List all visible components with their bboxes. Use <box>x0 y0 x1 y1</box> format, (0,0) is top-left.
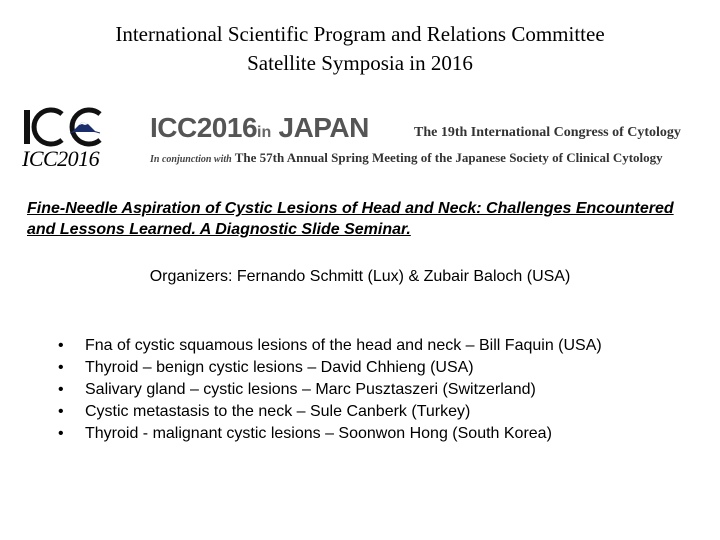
talk-text: Fna of cystic squamous lesions of the head and neck – Bill Faquin (USA) <box>85 337 602 354</box>
bullet: • <box>58 381 64 398</box>
bullet: • <box>58 359 64 376</box>
bullet: • <box>58 337 64 354</box>
banner-prefix: ICC2016 <box>150 112 258 143</box>
talk-text: Thyroid - malignant cystic lesions – Soonwon Hong (South Korea) <box>85 425 552 442</box>
organizers-line: Organizers: Fernando Schmitt (Lux) & Zubair Baloch (USA) <box>149 268 571 285</box>
title-line-2: Satellite Symposia in 2016 <box>247 51 473 75</box>
slide-title <box>0 20 720 78</box>
bullet: • <box>58 425 64 442</box>
banner-in: in <box>257 124 272 141</box>
talk-text: Salivary gland – cystic lesions – Marc Pusztaszeri (Switzerland) <box>85 381 536 398</box>
banner-main-title <box>150 112 369 144</box>
banner-country: JAPAN <box>278 112 369 143</box>
bullet: • <box>58 403 64 420</box>
list-item <box>58 357 602 379</box>
talk-text: Thyroid – benign cystic lesions – David Chhieng (USA) <box>85 359 474 376</box>
banner-congress: The 19th International Congress of Cytology <box>414 125 681 140</box>
banner-meeting-line <box>150 150 663 166</box>
seminar-title: Fine-Needle Aspiration of Cystic Lesions of Head and Neck: Challenges Encountered and Lessons Learned. A Diagnostic Slide Seminar. <box>27 200 674 238</box>
list-item <box>58 423 602 445</box>
icc-logo-mark <box>22 106 122 148</box>
list-item <box>58 379 602 401</box>
list-item <box>58 401 602 423</box>
banner-conjunction: In conjunction with <box>150 154 232 165</box>
talk-text: Cystic metastasis to the neck – Sule Canberk (Turkey) <box>85 403 471 420</box>
icc-logo <box>22 106 122 170</box>
banner-meeting: The 57th Annual Spring Meeting of the Japanese Society of Clinical Cytology <box>234 150 663 165</box>
congress-banner <box>150 112 710 172</box>
title-line-1: International Scientific Program and Relations Committee <box>115 22 605 46</box>
logo-year-text: ICC2016 <box>22 146 100 171</box>
talk-list <box>58 335 602 445</box>
list-item <box>58 335 602 357</box>
